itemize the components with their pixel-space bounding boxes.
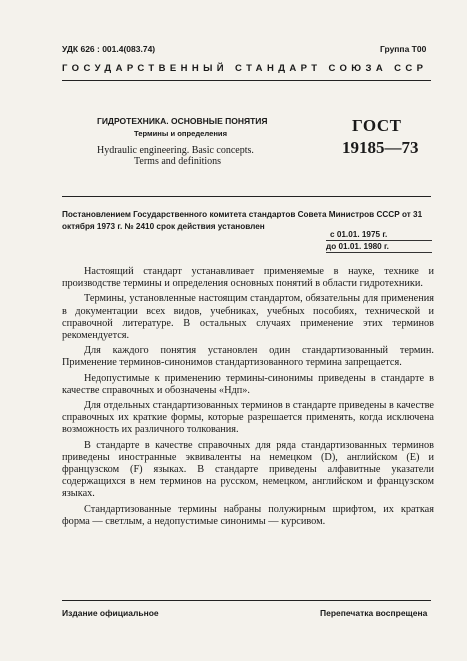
subtitle-ru: Термины и определения — [134, 129, 228, 138]
paragraph: Настоящий стандарт устанавливает применяемые в науке, технике и производстве термины и определения основных понятий в области гидротехники. — [62, 266, 434, 290]
date-from: с 01.01. 1975 г. — [330, 230, 388, 239]
paragraph: Стандартизованные термины набраны полужирным шрифтом, их краткая форма — светлым, а недопустимые синонимы — курсивом. — [62, 503, 434, 527]
footer-reprint: Перепечатка воспрещена — [320, 608, 428, 618]
group-code: Группа Т00 — [380, 44, 427, 54]
date-to-rule — [326, 252, 432, 253]
title-ru: ГИДРОТЕХНИКА. ОСНОВНЫЕ ПОНЯТИЯ — [97, 116, 268, 126]
state-standard-heading: ГОСУДАРСТВЕННЫЙ СТАНДАРТ СОЮЗА ССР — [62, 63, 428, 74]
decree-text: Постановлением Государственного комитета стандартов Совета Министров СССР от 31 октября 1973 г. № 2410 срок действия установлен — [62, 210, 423, 231]
date-to: до 01.01. 1980 г. — [326, 242, 389, 251]
body-text — [62, 266, 434, 528]
footer-rule — [62, 600, 431, 601]
title-en: Hydraulic engineering. Basic concepts. — [97, 145, 254, 156]
header-rule — [62, 80, 431, 81]
footer-official: Издание официальное — [62, 608, 159, 618]
paragraph: Для отдельных стандартизованных терминов в стандарте приведены в качестве справочных их краткие формы, которые разрешается применять, когда исключена возможность их различного толкования. — [62, 400, 434, 436]
gost-number: 19185—73 — [342, 138, 419, 157]
paragraph: Недопустимые к применению термины-синонимы приведены в стандарте в качестве справочных и обозначены «Ндп». — [62, 372, 434, 396]
title-rule — [62, 196, 431, 197]
subtitle-en: Terms and definitions — [134, 156, 222, 167]
udk-code: УДК 626 : 001.4(083.74) — [62, 44, 156, 54]
paragraph: В стандарте в качестве справочных для ряда стандартизованных терминов приведены иностранные эквиваленты на немецком (D), английском (E) и французском (F) языках. В стандарте приведены алфавитные указатели содержащихся в нем терминов на русском, немецком, английском и французском языках. — [62, 439, 434, 500]
paragraph: Термины, установленные настоящим стандартом, обязательны для применения в документации всех видов, учебниках, учебных пособиях, технической и справочной литературе. В остальных случаях применение этих терминов рекомендуется. — [62, 293, 434, 342]
gost-label: ГОСТ — [352, 116, 402, 135]
paragraph: Для каждого понятия установлен один стандартизованный термин. Применение терминов-синонимов стандартизованного термина запрещается. — [62, 345, 434, 369]
date-from-rule — [326, 240, 432, 241]
